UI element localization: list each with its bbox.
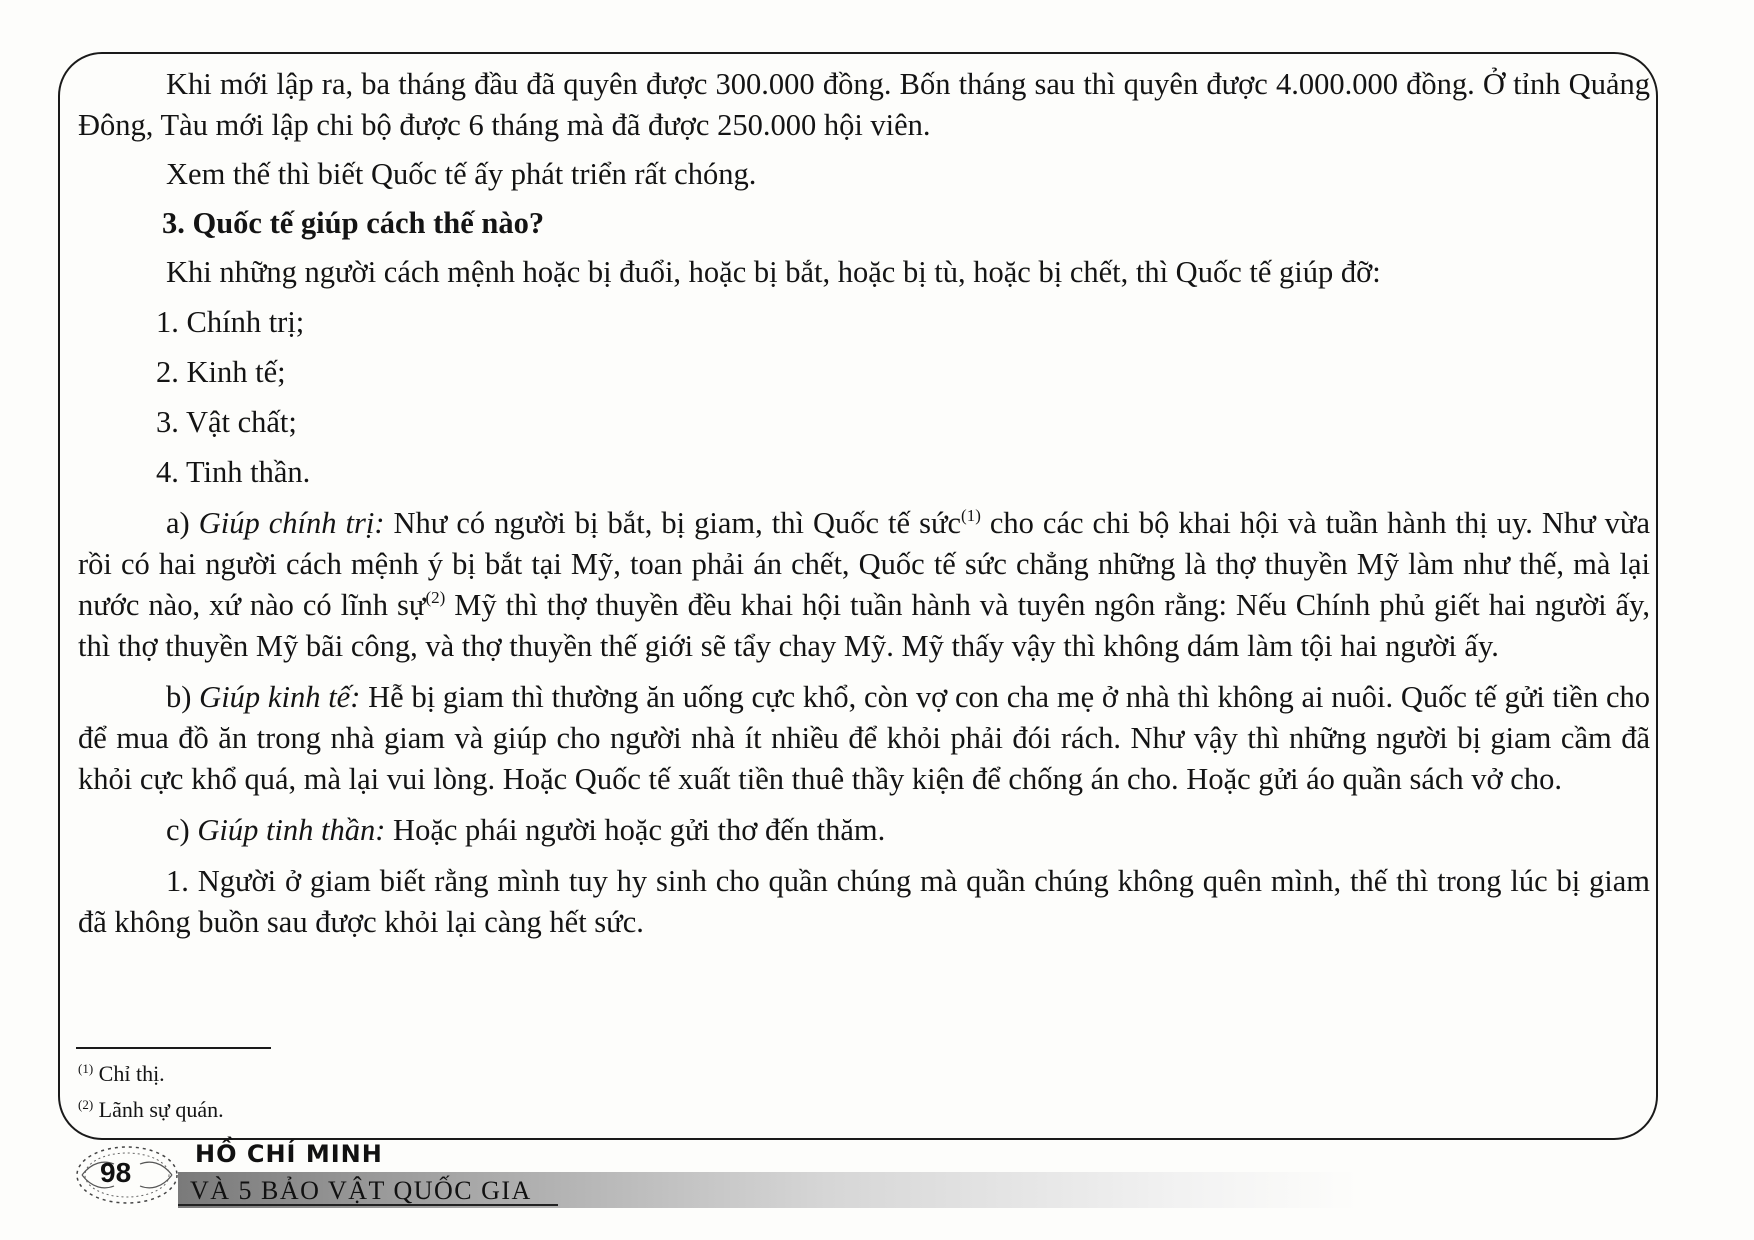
footnotes — [78, 1056, 224, 1128]
item-text: Mỹ thì thợ thuyền đều khai hội tuần hành và tuyên ngôn rằng: Nếu Chính phủ giết hai người ấy, thì thợ thuyền Mỹ bãi công, và thợ thuyền thế giới sẽ tẩy chay Mỹ. Mỹ thấy vậy thì không dám làm tội hai người ấy. — [78, 588, 1650, 663]
footnote-item — [78, 1056, 224, 1092]
footnote-text: Lãnh sự quán. — [93, 1097, 224, 1122]
item-label: c) — [166, 813, 198, 847]
item-title: Giúp kinh tế: — [199, 680, 361, 714]
footnote-text: Chỉ thị. — [93, 1061, 165, 1086]
item-title: Giúp tinh thần: — [197, 813, 386, 847]
paragraph-fundraising: Khi mới lập ra, ba tháng đầu đã quyên được 300.000 đồng. Bốn tháng sau thì quyên được 4.000.000 đồng. Ở tỉnh Quảng Đông, Tàu mới lập chi bộ được 6 tháng mà đã được 250.000 hội viên. — [78, 67, 1650, 142]
book-title: HỒ CHÍ MINH — [195, 1140, 383, 1168]
body-text — [78, 64, 1650, 943]
footnote-divider — [76, 1047, 271, 1049]
item-label: a) — [166, 506, 199, 540]
book-subtitle: VÀ 5 BẢO VẬT QUỐC GIA — [190, 1176, 532, 1205]
paragraph-spiritual-help — [78, 810, 1650, 851]
page-number-badge — [74, 1144, 180, 1206]
list-item: 1. Chính trị; — [156, 305, 305, 339]
section-heading: 3. Quốc tế giúp cách thế nào? — [162, 206, 545, 240]
item-text: cho các chi bộ khai hội và tuần hành thị uy. Như vừa rồi có hai người cách mệnh ý bị bắt tại Mỹ, toan phải án chết, Quốc tế sức chẳng những là thợ thuyền Mỹ làm như thế, mà lại nước nào, xứ nào có lĩnh sự — [78, 506, 1650, 622]
paragraph-intro-help: Khi những người cách mệnh hoặc bị đuổi, hoặc bị bắt, hoặc bị tù, hoặc bị chết, thì Quốc tế giúp đỡ: — [166, 255, 1381, 289]
item-text: Hễ bị giam thì thường ăn uống cực khổ, còn vợ con cha mẹ ở nhà thì không ai nuôi. Quốc tế gửi tiền cho để mua đồ ăn trong nhà giam và giúp cho người nhà ít nhiều để khỏi phải đói rách. Như vậy thì những người bị giam cầm đã khỏi cực khổ quá, mà lại vui lòng. Hoặc Quốc tế xuất tiền thuê thầy kiện để chống án cho. Hoặc gửi áo quần sách vở cho. — [78, 680, 1650, 796]
paragraph-political-help — [78, 503, 1650, 667]
item-text: Như có người bị bắt, bị giam, thì Quốc tế sức — [384, 506, 962, 540]
item-label: b) — [166, 680, 200, 714]
footnote-mark: (2) — [78, 1097, 94, 1112]
list-item: 3. Vật chất; — [156, 405, 297, 439]
paragraph-prisoner-morale: 1. Người ở giam biết rằng mình tuy hy sinh cho quần chúng mà quần chúng không quên mình, thế thì trong lúc bị giam đã không buồn sau được khỏi lại càng hết sức. — [78, 864, 1650, 939]
item-title: Giúp chính trị: — [198, 506, 385, 540]
footnote-mark: (1) — [78, 1061, 94, 1076]
footnote-ref: (2) — [425, 588, 446, 607]
list-item: 4. Tinh thần. — [156, 455, 311, 489]
subtitle-underline — [178, 1204, 558, 1206]
paragraph-economic-help — [78, 677, 1650, 800]
paragraph-growth: Xem thế thì biết Quốc tế ấy phát triển rất chóng. — [166, 157, 757, 191]
footnote-ref: (1) — [961, 506, 981, 525]
list-item: 2. Kinh tế; — [156, 355, 286, 389]
page-number: 98 — [100, 1157, 132, 1188]
item-text: Hoặc phái người hoặc gửi thơ đến thăm. — [385, 813, 886, 847]
footnote-item — [78, 1092, 224, 1128]
